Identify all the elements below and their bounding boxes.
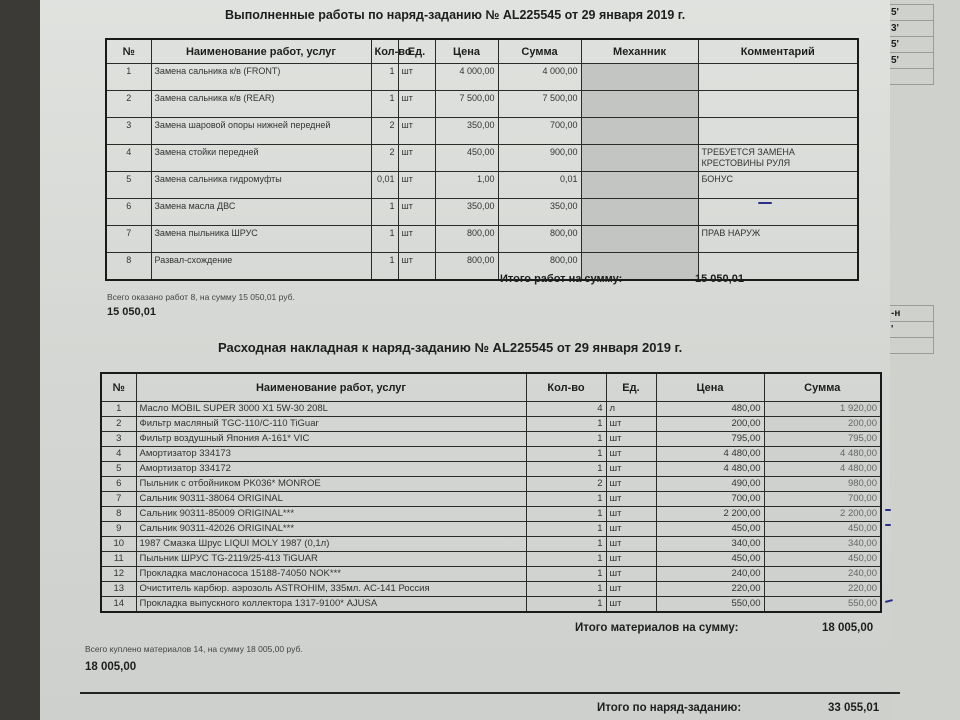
materials-cell: 980,00: [764, 477, 881, 492]
materials-column-header: №: [101, 373, 136, 402]
works-cell: 4: [106, 145, 151, 172]
works-cell: 5: [106, 172, 151, 199]
background-mark: 5': [889, 5, 933, 21]
materials-cell: 2: [101, 417, 136, 432]
materials-cell: 2 200,00: [764, 507, 881, 522]
works-cell: [581, 91, 698, 118]
pen-mark: [885, 524, 891, 526]
works-cell: ПРАВ НАРУЖ: [698, 226, 858, 253]
materials-cell: 1: [526, 507, 606, 522]
materials-cell: 6: [101, 477, 136, 492]
materials-cell: 1: [526, 492, 606, 507]
materials-cell: 1: [526, 522, 606, 537]
materials-cell: Фильтр масляный TGC-110/C-110 TiGuar: [136, 417, 526, 432]
works-cell: [581, 145, 698, 172]
materials-cell: 240,00: [764, 567, 881, 582]
materials-cell: 700,00: [656, 492, 764, 507]
works-table-row: [106, 172, 858, 199]
materials-table: [100, 372, 882, 613]
materials-cell: шт: [606, 477, 656, 492]
works-cell: 800,00: [435, 226, 498, 253]
materials-cell: 5: [101, 462, 136, 477]
materials-cell: 4 480,00: [764, 462, 881, 477]
works-table: [105, 38, 859, 281]
materials-cell: 1: [101, 402, 136, 417]
materials-cell: Сальник 90311-38064 ORIGINAL: [136, 492, 526, 507]
works-cell: шт: [398, 64, 435, 91]
background-mark: ': [889, 322, 933, 338]
materials-cell: 10: [101, 537, 136, 552]
background-mark: 3': [889, 21, 933, 37]
works-table-row: [106, 253, 858, 281]
works-cell: шт: [398, 199, 435, 226]
materials-cell: 4 480,00: [656, 447, 764, 462]
materials-cell: шт: [606, 462, 656, 477]
materials-table-row: [101, 462, 881, 477]
materials-cell: 12: [101, 567, 136, 582]
works-cell: 350,00: [435, 199, 498, 226]
materials-cell: 450,00: [656, 552, 764, 567]
materials-cell: шт: [606, 552, 656, 567]
materials-cell: 1: [526, 537, 606, 552]
works-cell: Замена сальника к/в (FRONT): [151, 64, 371, 91]
materials-cell: 480,00: [656, 402, 764, 417]
background-mark: 5': [889, 37, 933, 53]
materials-total-value: 18 005,00: [822, 622, 874, 634]
materials-cell: шт: [606, 522, 656, 537]
materials-cell: Амортизатор 334172: [136, 462, 526, 477]
materials-column-header: Ед.: [606, 373, 656, 402]
works-cell: шт: [398, 118, 435, 145]
materials-cell: шт: [606, 447, 656, 462]
works-cell: ТРЕБУЕТСЯ ЗАМЕНА КРЕСТОВИНЫ РУЛЯ: [698, 145, 858, 172]
materials-cell: 550,00: [764, 597, 881, 613]
works-cell: [581, 118, 698, 145]
materials-cell: 450,00: [656, 522, 764, 537]
works-cell: 0,01: [371, 172, 398, 199]
materials-cell: 700,00: [764, 492, 881, 507]
works-table-row: [106, 64, 858, 91]
works-column-header: Наименование работ, услуг: [151, 39, 371, 64]
materials-cell: шт: [606, 507, 656, 522]
materials-cell: 2: [526, 477, 606, 492]
materials-table-row: [101, 432, 881, 447]
materials-table-row: [101, 417, 881, 432]
materials-cell: 450,00: [764, 552, 881, 567]
works-cell: 8: [106, 253, 151, 281]
works-cell: 1: [371, 253, 398, 281]
works-table-header: [106, 39, 858, 64]
materials-cell: Пыльник с отбойником PK036* MONROE: [136, 477, 526, 492]
works-cell: 800,00: [435, 253, 498, 281]
materials-cell: 220,00: [656, 582, 764, 597]
materials-cell: 4: [101, 447, 136, 462]
background-sheet-table-top: [888, 4, 934, 85]
works-cell: [698, 64, 858, 91]
materials-table-row: [101, 567, 881, 582]
works-cell: Замена пыльника ШРУС: [151, 226, 371, 253]
works-cell: [581, 226, 698, 253]
background-sheet: [880, 0, 960, 720]
materials-title: Расходная накладная к наряд-заданию № AL225545 от 29 января 2019 г.: [218, 340, 683, 355]
works-cell: 1,00: [435, 172, 498, 199]
works-cell: 7: [106, 226, 151, 253]
materials-table-row: [101, 447, 881, 462]
materials-cell: 450,00: [764, 522, 881, 537]
background-mark: [889, 338, 933, 354]
materials-cell: 200,00: [656, 417, 764, 432]
materials-table-row: [101, 582, 881, 597]
materials-summary-value: 18 005,00: [85, 661, 137, 673]
works-cell: 2: [371, 118, 398, 145]
materials-table-row: [101, 477, 881, 492]
works-summary-value: 15 050,01: [107, 306, 156, 318]
materials-cell: шт: [606, 597, 656, 613]
materials-column-header: Сумма: [764, 373, 881, 402]
works-cell: 1: [371, 226, 398, 253]
materials-cell: шт: [606, 567, 656, 582]
materials-table-row: [101, 522, 881, 537]
works-cell: 6: [106, 199, 151, 226]
works-cell: шт: [398, 145, 435, 172]
works-cell: 1: [371, 199, 398, 226]
works-cell: [698, 91, 858, 118]
materials-cell: Прокладка выпускного коллектора 1317-9100* AJUSA: [136, 597, 526, 613]
materials-cell: 1: [526, 567, 606, 582]
works-cell: 450,00: [435, 145, 498, 172]
works-cell: 3: [106, 118, 151, 145]
background-mark: [889, 69, 933, 85]
works-cell: Замена стойки передней: [151, 145, 371, 172]
works-cell: 4 000,00: [498, 64, 581, 91]
materials-cell: Фильтр воздушный Япония A-161* VIC: [136, 432, 526, 447]
works-cell: 2: [106, 91, 151, 118]
works-cell: [581, 172, 698, 199]
works-cell: БОНУС: [698, 172, 858, 199]
works-table-row: [106, 145, 858, 172]
materials-cell: 1: [526, 417, 606, 432]
materials-table-row: [101, 597, 881, 613]
works-column-header: №: [106, 39, 151, 64]
materials-cell: 795,00: [764, 432, 881, 447]
works-table-row: [106, 118, 858, 145]
materials-cell: 9: [101, 522, 136, 537]
works-cell: 0,01: [498, 172, 581, 199]
materials-cell: шт: [606, 432, 656, 447]
works-table-row: [106, 199, 858, 226]
works-cell: 700,00: [498, 118, 581, 145]
background-sheet-table-bottom: [888, 305, 934, 354]
materials-cell: 13: [101, 582, 136, 597]
materials-cell: шт: [606, 417, 656, 432]
materials-column-header: Наименование работ, услуг: [136, 373, 526, 402]
materials-cell: 8: [101, 507, 136, 522]
materials-cell: 220,00: [764, 582, 881, 597]
works-cell: 1: [371, 91, 398, 118]
materials-cell: шт: [606, 582, 656, 597]
works-cell: Замена сальника к/в (REAR): [151, 91, 371, 118]
works-column-header: Сумма: [498, 39, 581, 64]
materials-column-header: Цена: [656, 373, 764, 402]
grand-total-value: 33 055,01: [828, 702, 880, 714]
works-column-header: Комментарий: [698, 39, 858, 64]
materials-cell: Сальник 90311-42026 ORIGINAL***: [136, 522, 526, 537]
grand-total-label: Итого по наряд-заданию:: [597, 702, 742, 714]
works-title: Выполненные работы по наряд-заданию № AL225545 от 29 января 2019 г.: [225, 8, 686, 22]
materials-cell: 4 480,00: [764, 447, 881, 462]
materials-cell: 340,00: [656, 537, 764, 552]
materials-cell: 1: [526, 447, 606, 462]
materials-cell: 1: [526, 552, 606, 567]
materials-cell: 14: [101, 597, 136, 613]
materials-cell: 3: [101, 432, 136, 447]
works-cell: 900,00: [498, 145, 581, 172]
materials-column-header: Кол-во: [526, 373, 606, 402]
works-column-header: Ед.: [398, 39, 435, 64]
materials-table-row: [101, 537, 881, 552]
materials-cell: 795,00: [656, 432, 764, 447]
works-cell: Замена масла ДВС: [151, 199, 371, 226]
works-cell: Развал-схождение: [151, 253, 371, 281]
works-cell: 7 500,00: [435, 91, 498, 118]
works-cell: 4 000,00: [435, 64, 498, 91]
materials-table-header: [101, 373, 881, 402]
works-cell: 7 500,00: [498, 91, 581, 118]
works-cell: 800,00: [498, 253, 581, 281]
materials-cell: 240,00: [656, 567, 764, 582]
materials-table-row: [101, 492, 881, 507]
materials-cell: 11: [101, 552, 136, 567]
materials-cell: Очиститель карбюр. аэрозоль ASTROHIM, 335мл. AC-141 Россия: [136, 582, 526, 597]
materials-cell: 340,00: [764, 537, 881, 552]
works-cell: шт: [398, 226, 435, 253]
materials-total-label: Итого материалов на сумму:: [575, 622, 739, 634]
works-total-value: 15 050,01: [695, 273, 744, 285]
materials-cell: 1: [526, 462, 606, 477]
works-cell: 2: [371, 145, 398, 172]
works-cell: [698, 199, 858, 226]
materials-cell: 4: [526, 402, 606, 417]
pen-mark: [758, 202, 772, 204]
works-cell: 800,00: [498, 226, 581, 253]
works-cell: 350,00: [498, 199, 581, 226]
works-cell: [581, 199, 698, 226]
materials-cell: Прокладка маслонасоса 15188-74050 NOK***: [136, 567, 526, 582]
materials-summary: Всего куплено материалов 14, на сумму 18 005,00 руб.: [85, 644, 303, 654]
background-mark: 5': [889, 53, 933, 69]
materials-cell: 1: [526, 597, 606, 613]
materials-table-row: [101, 507, 881, 522]
works-cell: Замена шаровой опоры нижней передней: [151, 118, 371, 145]
works-summary: Всего оказано работ 8, на сумму 15 050,01 руб.: [107, 292, 295, 302]
materials-cell: 200,00: [764, 417, 881, 432]
materials-cell: 1: [526, 432, 606, 447]
materials-cell: 490,00: [656, 477, 764, 492]
works-cell: шт: [398, 253, 435, 281]
works-cell: шт: [398, 172, 435, 199]
works-column-header: Механник: [581, 39, 698, 64]
materials-cell: Сальник 90311-85009 ORIGINAL***: [136, 507, 526, 522]
materials-cell: Масло MOBIL SUPER 3000 X1 5W-30 208L: [136, 402, 526, 417]
materials-cell: 4 480,00: [656, 462, 764, 477]
materials-cell: шт: [606, 492, 656, 507]
works-cell: шт: [398, 91, 435, 118]
background-mark: -н: [889, 306, 933, 322]
pen-mark: [885, 509, 891, 511]
works-column-header: Кол-во: [371, 39, 398, 64]
works-table-row: [106, 91, 858, 118]
materials-cell: шт: [606, 537, 656, 552]
materials-cell: 7: [101, 492, 136, 507]
works-column-header: Цена: [435, 39, 498, 64]
works-cell: [581, 64, 698, 91]
works-cell: [698, 118, 858, 145]
works-cell: 1: [106, 64, 151, 91]
works-cell: Замена сальника гидромуфты: [151, 172, 371, 199]
materials-table-row: [101, 552, 881, 567]
works-cell: 1: [371, 64, 398, 91]
document-page: [40, 0, 890, 720]
materials-cell: 1: [526, 582, 606, 597]
materials-cell: л: [606, 402, 656, 417]
materials-cell: Пыльник ШРУС TG-2119/25-413 TiGUAR: [136, 552, 526, 567]
materials-cell: 1987 Смазка Шрус LIQUI MOLY 1987 (0,1л): [136, 537, 526, 552]
materials-table-row: [101, 402, 881, 417]
works-total-label: Итого работ на сумму:: [500, 273, 623, 285]
materials-cell: 2 200,00: [656, 507, 764, 522]
materials-cell: Амортизатор 334173: [136, 447, 526, 462]
divider: [80, 692, 900, 694]
materials-cell: 1 920,00: [764, 402, 881, 417]
works-cell: 350,00: [435, 118, 498, 145]
works-table-row: [106, 226, 858, 253]
materials-cell: 550,00: [656, 597, 764, 613]
